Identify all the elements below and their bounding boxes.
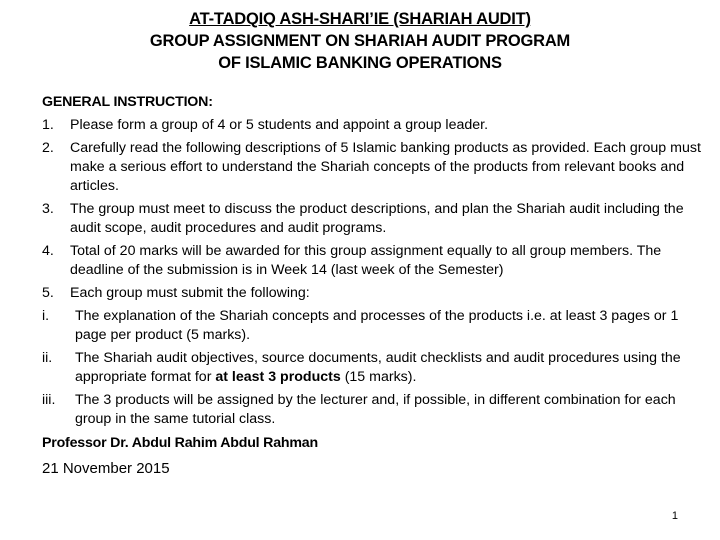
sub-list-item-emphasis: at least 3 products [215, 369, 341, 385]
title-line-3: OF ISLAMIC BANKING OPERATIONS [218, 54, 502, 72]
sub-list-item [42, 349, 702, 387]
list-item [42, 242, 702, 280]
sub-list-item [42, 307, 702, 345]
list-item [42, 116, 702, 135]
sub-list-item-number: iii. [42, 392, 56, 408]
title-line-1: AT-TADQIQ ASH-SHARI’IE (SHARIAH AUDIT) [189, 10, 531, 28]
sub-list-item-text: The 3 products will be assigned by the lecturer and, if possible, in different combination for each group in the same tutorial class. [75, 392, 676, 427]
list-item-number: 4. [42, 243, 54, 259]
sub-list-item-number: ii. [42, 350, 53, 366]
list-item-number: 5. [42, 285, 54, 301]
instructions-body [42, 92, 702, 479]
author-name: Professor Dr. Abdul Rahim Abdul Rahman [42, 435, 318, 451]
list-item [42, 200, 702, 238]
list-item-number: 2. [42, 140, 54, 156]
list-item [42, 284, 702, 303]
sub-list-item-text: The explanation of the Shariah concepts and processes of the products i.e. at least 3 pages or 1 page per product (5 marks). [75, 308, 679, 343]
list-item-text: Please form a group of 4 or 5 students and appoint a group leader. [70, 117, 489, 133]
sub-list-item-number: i. [42, 308, 50, 324]
list-item-number: 3. [42, 201, 54, 217]
list-item-text: Each group must submit the following: [70, 285, 310, 301]
sub-list-item-text-end: (15 marks). [340, 369, 417, 385]
list-item [42, 139, 702, 196]
list-item-text: The group must meet to discuss the product descriptions, and plan the Shariah audit including the audit scope, audit procedures and audit programs. [70, 201, 684, 236]
list-item-text: Total of 20 marks will be awarded for this group assignment equally to all group members. The deadline of the submission is in Week 14 (last week of the Semester) [70, 243, 662, 278]
sub-list-item-text [75, 349, 702, 387]
title-block [0, 8, 720, 74]
list-item-text: Carefully read the following descriptions of 5 Islamic banking products as provided. Each group must make a serious effort to understand the Shariah concepts of the products from relevant books and articles. [70, 140, 701, 194]
document-date: 21 November 2015 [42, 460, 170, 477]
list-item-number: 1. [42, 117, 54, 133]
title-line-2: GROUP ASSIGNMENT ON SHARIAH AUDIT PROGRAM [149, 32, 571, 50]
sub-list-item-text-start: The Shariah audit objectives, source documents, audit checklists and audit procedures using the appropriate format for [75, 350, 681, 385]
page-number: 1 [671, 510, 678, 522]
sub-list-item [42, 391, 702, 429]
instructions-heading: GENERAL INSTRUCTION: [42, 94, 213, 110]
